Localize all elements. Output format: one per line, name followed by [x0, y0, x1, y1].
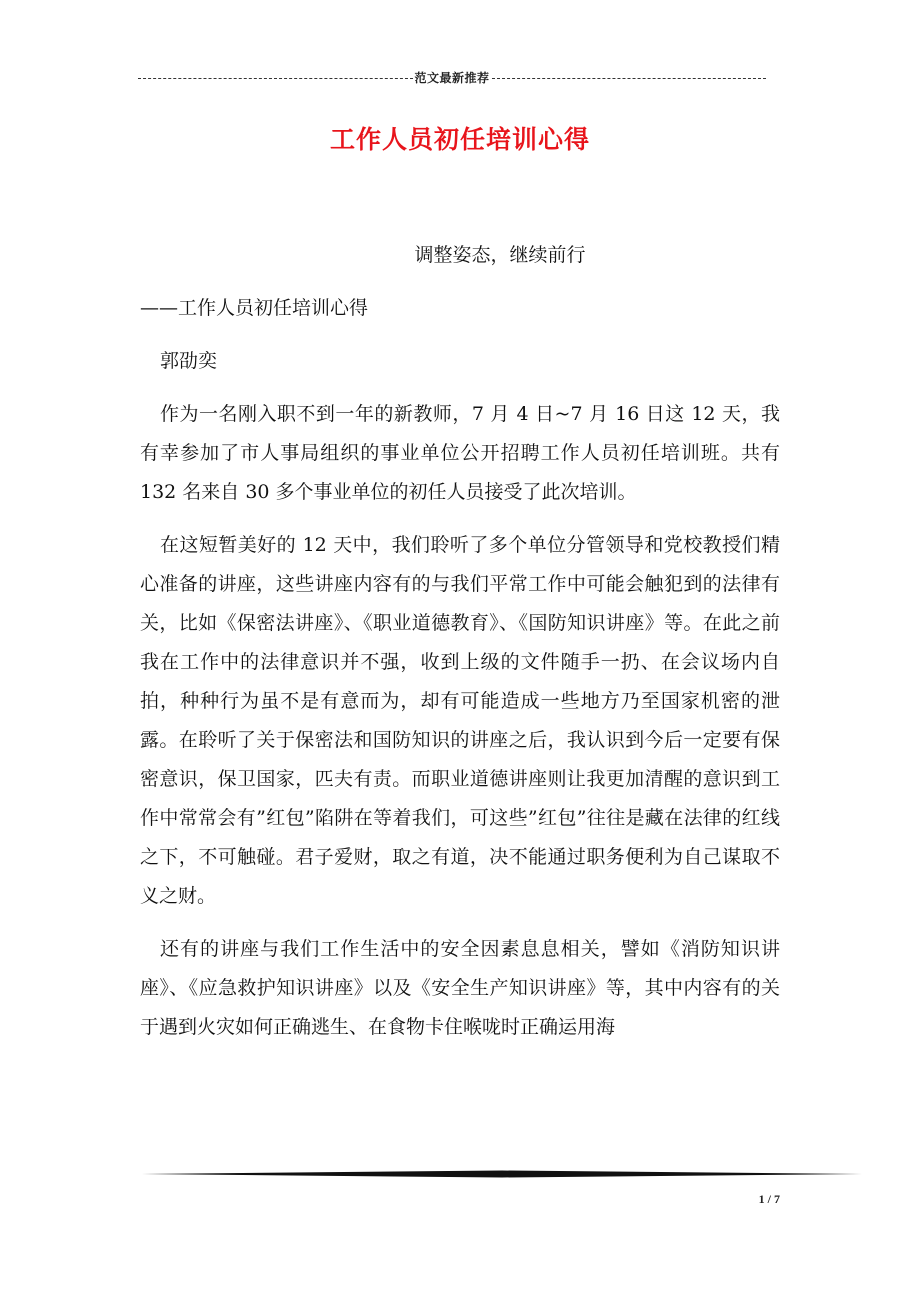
- header-dash-left: [138, 78, 413, 79]
- document-subtitle: 调整姿态，继续前行: [414, 244, 586, 266]
- header-label: 范文最新推荐: [414, 70, 490, 85]
- page-header: [138, 68, 766, 86]
- document-title: 工作人员初任培训心得: [329, 125, 590, 154]
- paragraph-3: 还有的讲座与我们工作生活中的安全因素息息相关，譬如《消防知识讲座》、《应急救护知识讲座》以及《安全生产知识讲座》等，其中内容有的关于遇到火灾如何正确逃生、在食物卡住喉咙时正确运用海: [140, 938, 780, 1038]
- header-dash-right: [492, 78, 767, 79]
- paragraph-1: 作为一名刚入职不到一年的新教师，7 月 4 日~7 月 16 日这 12 天，我有幸参加了市人事局组织的事业单位公开招聘工作人员初任培训班。共有 132 名来自 30 多个事业单位的初任人员接受了此次培训。: [140, 403, 780, 503]
- page-number: 1 / 7: [758, 1192, 780, 1206]
- footer-rule: [142, 1170, 862, 1178]
- document-author: 郭劭奕: [160, 350, 218, 372]
- document-subtitle-secondary: ——工作人员初任培训心得: [140, 297, 369, 319]
- paragraph-2: 在这短暂美好的 12 天中，我们聆听了多个单位分管领导和党校教授们精心准备的讲座，这些讲座内容有的与我们平常工作中可能会触犯到的法律有关，比如《保密法讲座》、《职业道德教育》、《国防知识讲座》等。在此之前我在工作中的法律意识并不强，收到上级的文件随手一扔、在会议场内自拍，种种行为虽不是有意而为，却有可能造成一些地方乃至国家机密的泄露。在聆听了关于保密法和国防知识的讲座之后，我认识到今后一定要有保密意识，保卫国家，匹夫有责。而职业道德讲座则让我更加清醒的意识到工作中常常会有”红包”陷阱在等着我们，可这些”红包”往往是藏在法律的红线之下，不可触碰。君子爱财，取之有道，决不能通过职务便利为自己谋取不义之财。: [140, 534, 780, 907]
- document-body: [140, 236, 780, 1061]
